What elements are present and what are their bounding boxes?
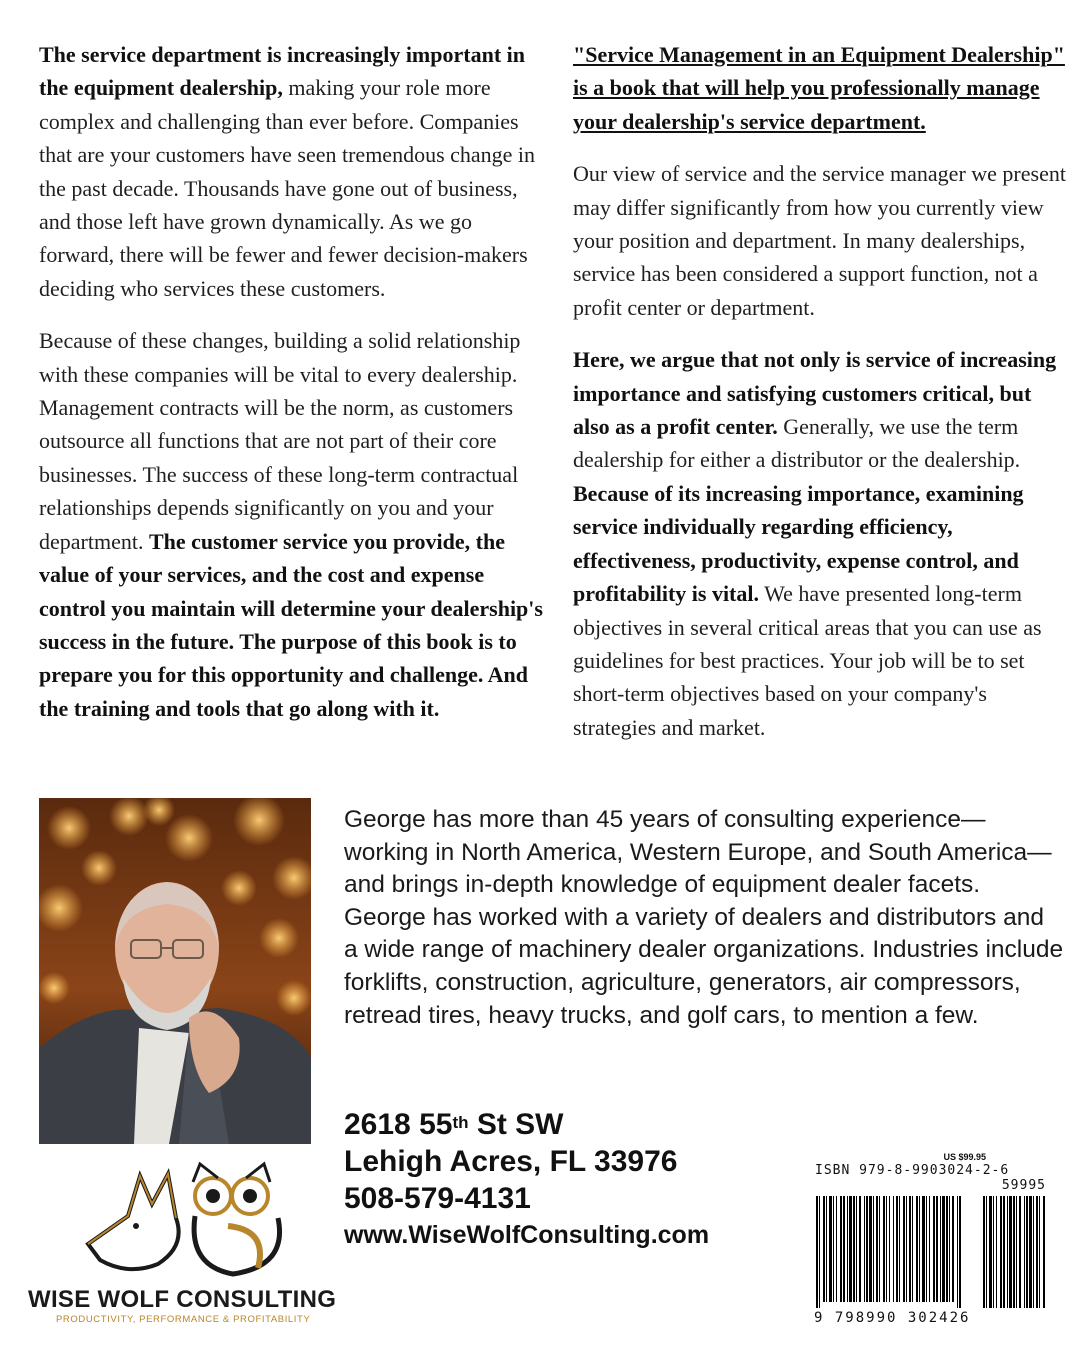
street-rest: St SW (468, 1108, 564, 1141)
barcode-bar-12 (856, 1196, 857, 1302)
contact-block (344, 1106, 709, 1253)
street-address (344, 1106, 709, 1143)
website-link[interactable]: www.WiseWolfConsulting.com (344, 1221, 710, 1249)
barcode-bar-9 (847, 1196, 848, 1302)
right-p3-text-2: We have presented long-term objectives in several critical areas that you can use as guidelines for best practices. Your job will be to set short-term objectives based on your company's strategies and market. (573, 581, 1042, 740)
right-column (573, 38, 1073, 763)
barcode-bar-20 (883, 1196, 885, 1302)
barcode-bar-32 (922, 1196, 925, 1302)
barcode-bar-24 (896, 1196, 898, 1302)
barcode-bar-11 (853, 1196, 855, 1302)
barcode-bar-29 (912, 1196, 913, 1302)
barcode-bar-41 (952, 1196, 954, 1302)
barcode-bar-44 (983, 1196, 985, 1308)
barcode-bar-60 (1036, 1196, 1038, 1308)
barcode-bar-8 (843, 1196, 845, 1302)
barcode-bar-23 (893, 1196, 894, 1302)
barcode-bar-49 (1000, 1196, 1002, 1308)
barcode-bar-5 (833, 1196, 834, 1302)
right-p3-bold-1: Here, we argue that not only is service of increasing importance and satisfying customers critical, but also as a profit center. (573, 347, 1057, 440)
barcode-isbn: ISBN 979-8-9903024-2-6 (815, 1163, 1010, 1178)
barcode-bar-42 (957, 1196, 958, 1308)
barcode-bar-52 (1009, 1196, 1012, 1308)
barcode-bar-56 (1024, 1196, 1025, 1308)
barcode-bar-14 (864, 1196, 865, 1302)
left-p2-bold: The customer service you provide, the value of your services, and the cost and expense control you maintain will determine your dealership's success in the future. The purpose of this book is to prepare you for this opportunity and challenge. And the training and tools that go along with it. (39, 528, 543, 721)
right-paragraph-3 (573, 343, 1073, 744)
barcode-bar-17 (873, 1196, 874, 1302)
barcode-bars (812, 1152, 1052, 1312)
street-number: 2618 55 (344, 1108, 453, 1141)
barcode-bar-26 (903, 1196, 905, 1302)
street-suffix: th (452, 1113, 469, 1132)
barcode-bar-10 (849, 1196, 852, 1302)
left-column (39, 38, 551, 744)
barcode-bar-55 (1019, 1196, 1021, 1308)
barcode-bar-15 (866, 1196, 868, 1302)
barcode-bar-51 (1007, 1196, 1008, 1308)
barcode-bar-33 (926, 1196, 927, 1302)
barcode-price: US $99.95 (943, 1152, 986, 1162)
barcode-bar-36 (936, 1196, 938, 1302)
barcode-bar-18 (876, 1196, 878, 1302)
right-p3-text-1: Generally, we use the term dealership for either a distributor or the dealership. (573, 414, 1021, 473)
barcode-bar-7 (840, 1196, 842, 1302)
barcode-bar-48 (996, 1196, 997, 1308)
barcode-bar-22 (889, 1196, 890, 1302)
author-bio: George has more than 45 years of consulting experience—working in North America, Western Europe, and South America—and brings in-depth knowledge of equipment dealer facets. George has worked with a variety of dealers and distributors and a wide range of machinery dealer organizations. Industries include forklifts, construction, agriculture, generators, air compressors, retread tires, heavy trucks, and golf cars, to mention a few. (344, 806, 1064, 1029)
barcode-digits: 9 798990 302426 (814, 1310, 971, 1326)
barcode-bar-13 (859, 1196, 861, 1302)
owl-icon (193, 1164, 280, 1274)
barcode-bar-58 (1029, 1196, 1032, 1308)
barcode-bar-3 (826, 1196, 827, 1302)
barcode-bar-35 (933, 1196, 935, 1302)
barcode-bar-50 (1003, 1196, 1005, 1308)
barcode-bar-61 (1039, 1196, 1040, 1308)
city-state-zip: Lehigh Acres, FL 33976 (344, 1145, 678, 1178)
barcode-bar-4 (829, 1196, 832, 1302)
barcode-bar-47 (993, 1196, 994, 1308)
barcode-bar-34 (929, 1196, 930, 1302)
left-p2-text: Because of these changes, building a solid relationship with these companies will be vital to every dealership. Management contracts will be the norm, as customers outsource all functions that are not part of their core businesses. The success of these long-term contractual relationships depends significantly on you and your department. (39, 328, 521, 554)
logo-tagline: PRODUCTIVITY, PERFORMANCE & PROFITABILITY (56, 1314, 311, 1325)
barcode-addon: 59995 (1001, 1178, 1046, 1193)
barcode-bar-57 (1026, 1196, 1028, 1308)
barcode-bar-6 (836, 1196, 837, 1302)
author-photo (39, 798, 311, 1144)
barcode-bar-54 (1016, 1196, 1017, 1308)
phone-number: 508-579-4131 (344, 1182, 531, 1215)
barcode-bar-30 (916, 1196, 918, 1302)
right-paragraph-1 (573, 38, 1073, 138)
barcode-bar-19 (879, 1196, 880, 1302)
right-paragraph-2: Our view of service and the service manager we present may differ significantly from how you currently view your position and department. In many dealerships, service has been considered a support function, not a profit center or department. (573, 161, 1066, 320)
wolf-head-icon (88, 1174, 179, 1269)
barcode-bar-39 (946, 1196, 948, 1302)
barcode-bar-27 (906, 1196, 907, 1302)
right-p3-bold-2: Because of its increasing importance, examining service individually regarding efficiency, effectiveness, productivity, expense control, and profitability is vital. (573, 480, 1024, 607)
barcode-bar-45 (986, 1196, 987, 1308)
barcode-bar-43 (959, 1196, 961, 1308)
left-paragraph-1 (39, 38, 551, 305)
barcode-bar-31 (919, 1196, 920, 1302)
barcode-bar-28 (909, 1196, 911, 1302)
book-title-statement: "Service Management in an Equipment Dealership" is a book that will help you professionally manage your dealership's service department. (573, 42, 1065, 134)
barcode-bar-16 (869, 1196, 872, 1302)
barcode-bar-37 (940, 1196, 941, 1302)
barcode-bar-0 (816, 1196, 818, 1308)
left-p1-bold: The service department is increasingly important in the equipment dealership, (39, 42, 525, 101)
barcode-bar-59 (1033, 1196, 1034, 1308)
barcode-bar-38 (942, 1196, 945, 1302)
isbn-barcode (812, 1152, 1052, 1332)
left-paragraph-2 (39, 324, 551, 725)
barcode-bar-25 (899, 1196, 900, 1302)
logo-name: WISE WOLF CONSULTING (28, 1286, 337, 1313)
barcode-bar-46 (989, 1196, 992, 1308)
barcode-bar-40 (949, 1196, 950, 1302)
barcode-bar-62 (1043, 1196, 1045, 1308)
barcode-bar-21 (886, 1196, 887, 1302)
barcode-bar-53 (1013, 1196, 1015, 1308)
barcode-bar-1 (819, 1196, 820, 1308)
left-p1-text: making your role more complex and challenging than ever before. Companies that are your customers have seen tremendous change in the past decade. Thousands have gone out of business, and those left have grown dynamically. As we go forward, there will be fewer and fewer decision-makers deciding who services these customers. (39, 75, 536, 301)
barcode-bar-2 (823, 1196, 825, 1302)
